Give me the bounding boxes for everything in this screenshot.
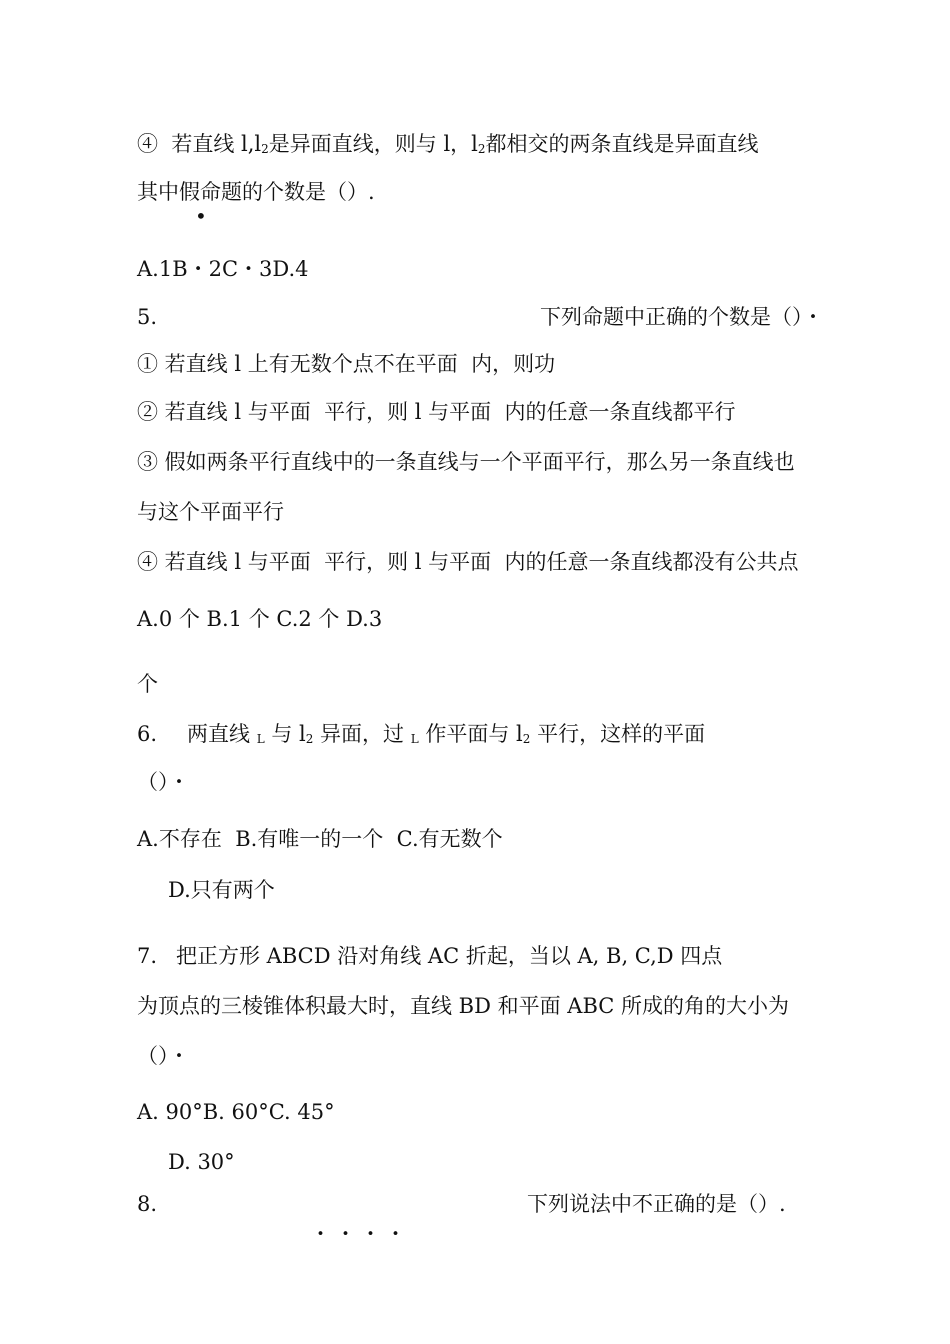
q6-part-a: 两直线 <box>187 722 257 746</box>
q5-options-cont: 个 <box>137 672 158 696</box>
q5-options: A.0 个 B.1 个 C.2 个 D.3 <box>137 607 383 631</box>
q8-number: 8. <box>137 1192 158 1216</box>
q4-s4-subscript-1: 2 <box>261 142 269 156</box>
q7-options: A. 90°B. 60°C. 45° <box>137 1100 335 1124</box>
q7-stem-line-1: 把正方形 ABCD 沿对角线 AC 折起，当以 A, B, C,D 四点 <box>176 944 723 968</box>
q6-number: 6. <box>137 722 158 746</box>
q6-part-e: 平行，这样的平面 <box>530 722 706 746</box>
q5-statement-1: ① 若直线 l 上有无数个点不在平面 内，则功 <box>137 352 556 376</box>
q5-stem: 下列命题中正确的个数是（）・ <box>540 305 824 329</box>
q6-part-b: 与 l <box>264 722 306 746</box>
q4-s4-subscript-2: 2 <box>477 142 486 156</box>
q6-l2: L <box>410 732 419 746</box>
q6-paren: （）・ <box>137 770 190 794</box>
q4-statement-4 <box>137 130 759 163</box>
q5-statement-3: ③ 假如两条平行直线中的一条直线与一个平面平行，那么另一条直线也 <box>137 450 795 474</box>
q5-statement-2: ② 若直线 l 与平面 平行，则 l 与平面 内的任意一条直线都平行 <box>137 400 736 424</box>
q8-stem: 下列说法中不正确的是（）. <box>527 1192 786 1216</box>
q6-subscript-1: 2 <box>305 732 314 746</box>
q6-stem <box>187 720 705 753</box>
q8-emphasis-dots: ・・・・ <box>310 1222 410 1246</box>
q6-part-d: 作平面与 l <box>418 722 523 746</box>
q6-options: A.不存在 B.有唯一的一个 C.有无数个 <box>137 827 503 851</box>
q5-statement-3-cont: 与这个平面平行 <box>137 500 284 524</box>
q6-subscript-2: 2 <box>522 732 531 746</box>
q4-options: A.1B・2C・3D.4 <box>137 257 309 281</box>
q5-number: 5. <box>137 305 158 329</box>
q7-paren: （）・ <box>137 1044 190 1068</box>
emphasis-dot: • <box>195 204 207 228</box>
q7-stem-line-2: 为顶点的三棱锥体积最大时，直线 BD 和平面 ABC 所成的角的大小为 <box>137 994 790 1018</box>
q6-option-d: D.只有两个 <box>168 878 275 902</box>
q6-l1: L <box>256 732 265 746</box>
q4-question: 其中假命题的个数是（）. <box>137 180 375 204</box>
q4-s4-part-c: 都相交的两条直线是异面直线 <box>485 132 759 156</box>
q4-s4-part-b: 是异面直线，则与 l，l <box>268 132 478 156</box>
q6-part-c: 异面，过 <box>313 722 411 746</box>
q5-statement-4: ④ 若直线 l 与平面 平行，则 l 与平面 内的任意一条直线都没有公共点 <box>137 550 799 574</box>
q7-number: 7. <box>137 944 158 968</box>
q4-s4-part-a: ④ 若直线 l,l <box>137 132 262 156</box>
q7-option-d: D. 30° <box>168 1150 235 1174</box>
